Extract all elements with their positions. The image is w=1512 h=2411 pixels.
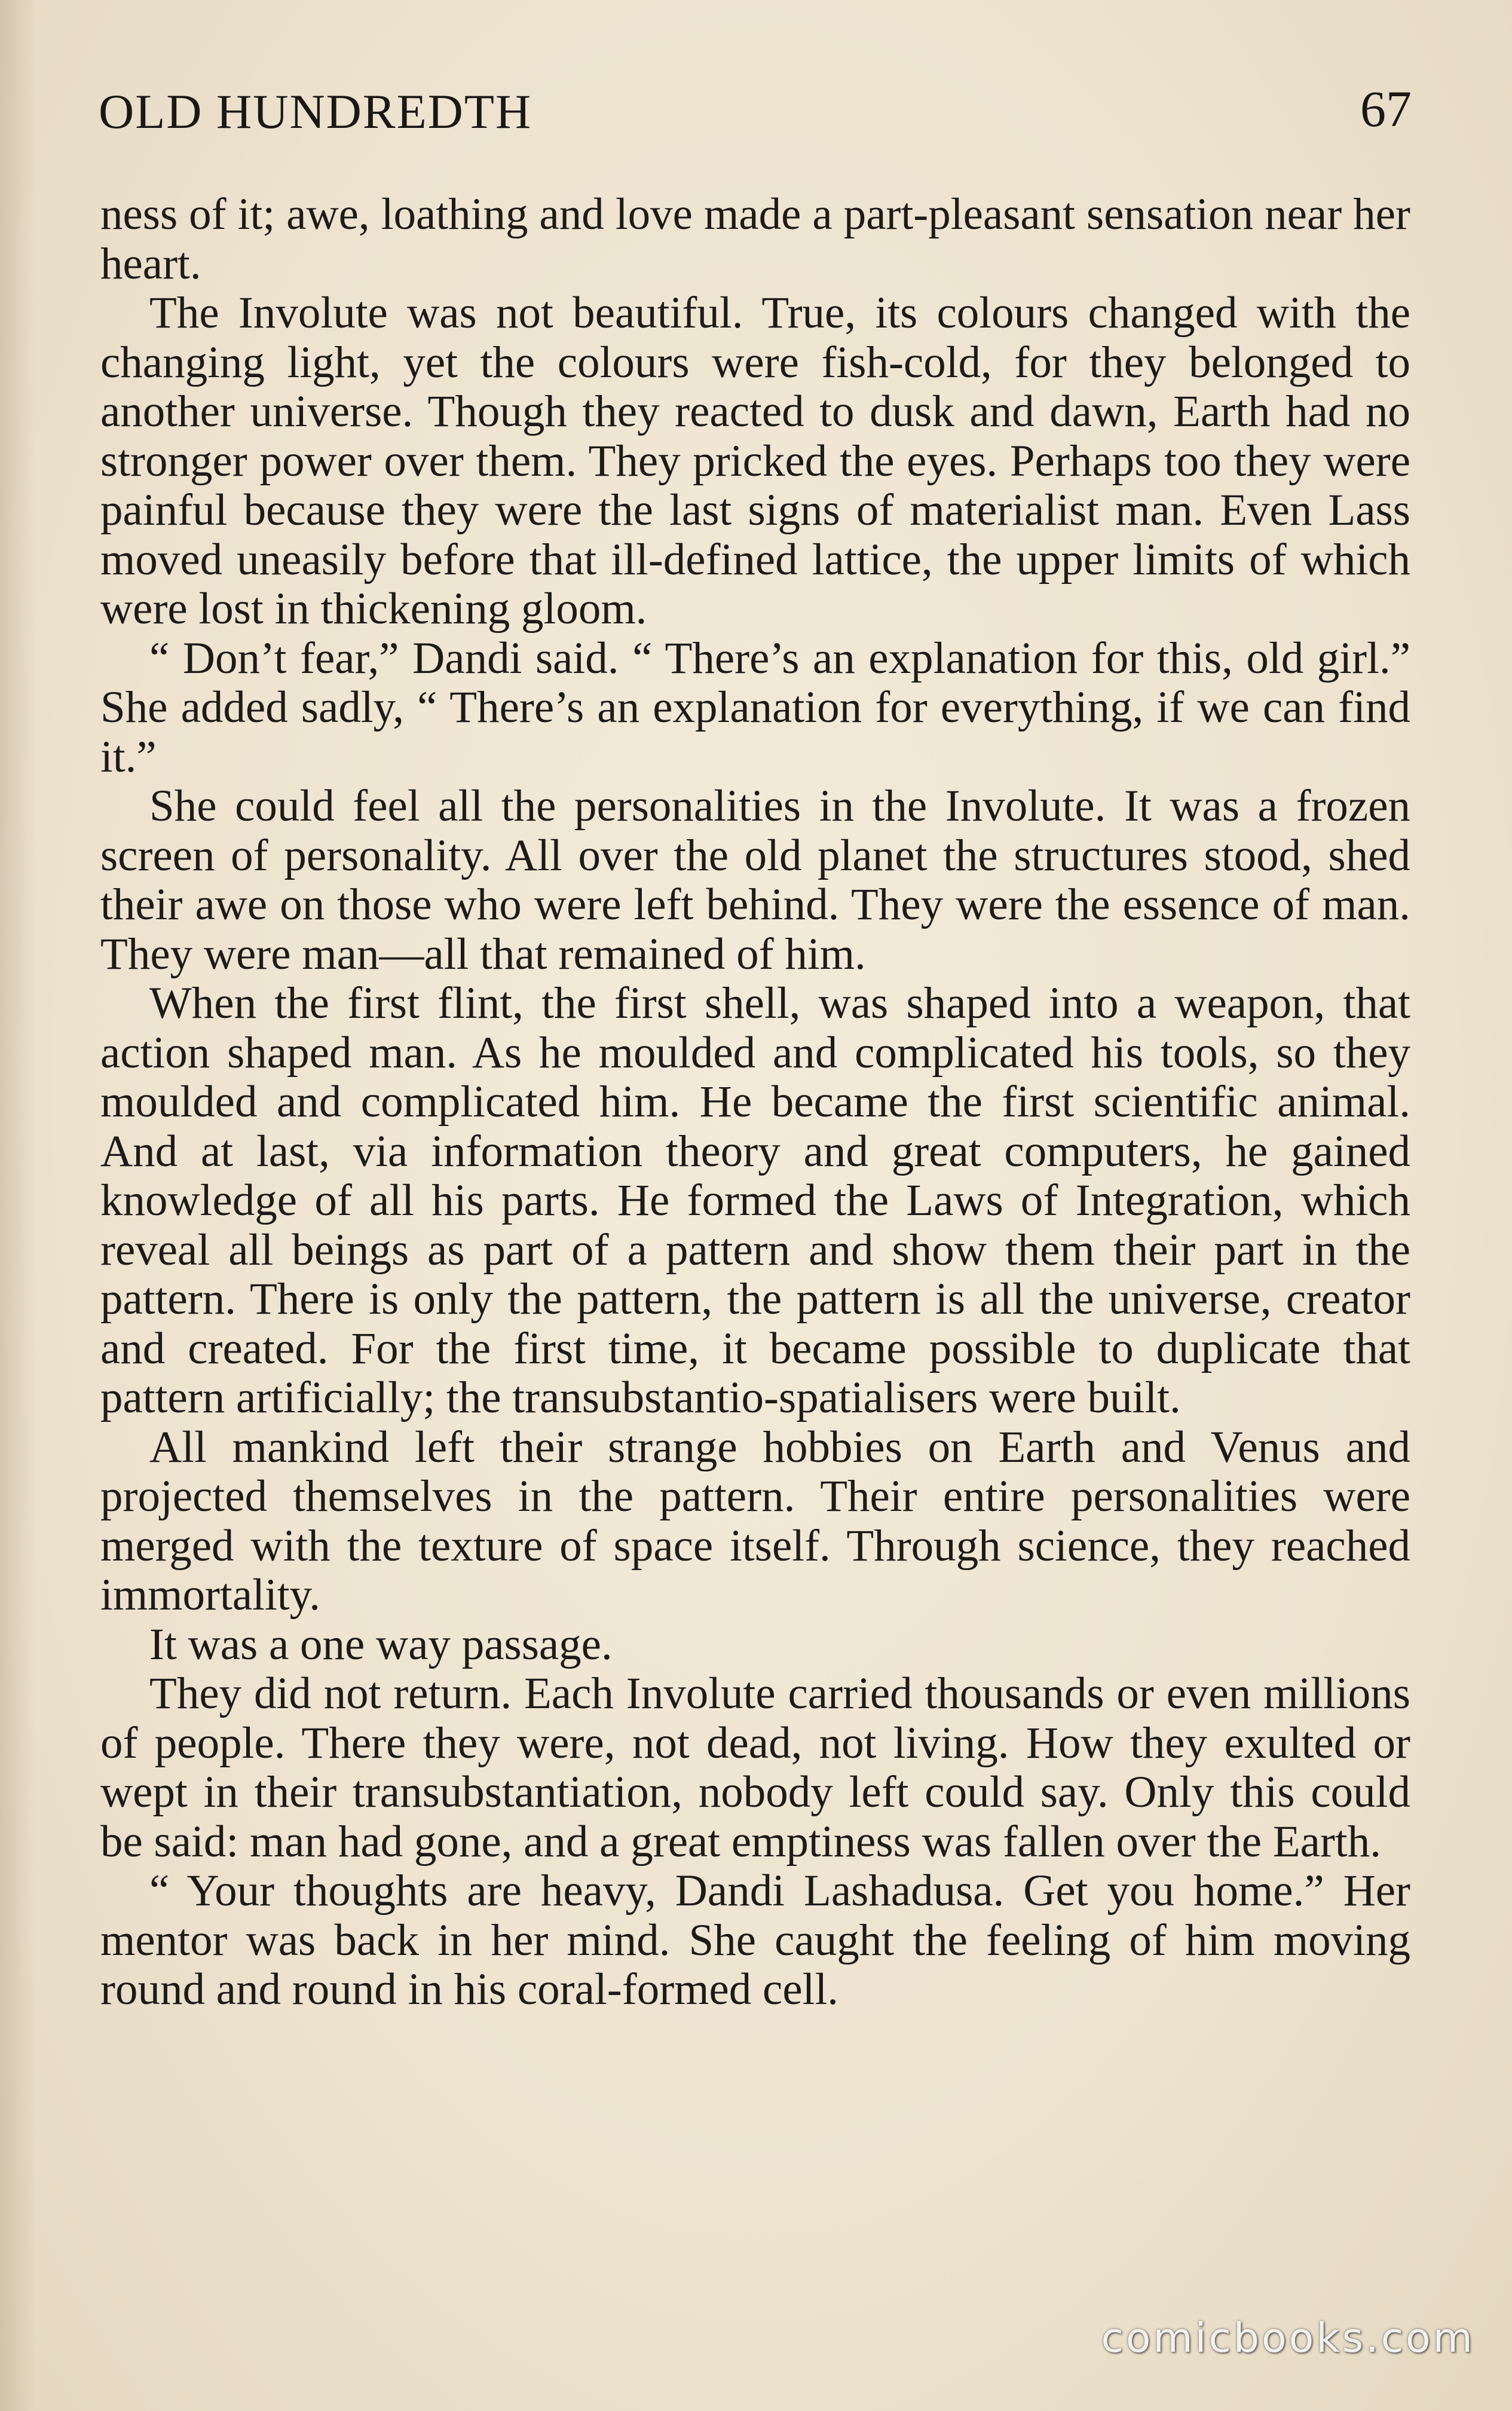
paragraph-9: “ Your thoughts are heavy, Dandi Lashadusa. Get you home.” Her mentor was back in her mind. She caught the feeling of him moving round and round in his coral-formed cell. — [100, 1866, 1410, 2014]
body-text — [100, 190, 1410, 2015]
paragraph-4: She could feel all the personalities in the Involute. It was a frozen screen of personality. All over the old planet the structures stood, shed their awe on those who were left behind. They were the essence of man. They were man—all that remained of him. — [100, 781, 1410, 979]
paragraph-6: All mankind left their strange hobbies on Earth and Venus and projected themselves in the pattern. Their entire personalities were merged with the texture of space itself. Through science, they reached immortality. — [100, 1422, 1410, 1620]
page-number: 67 — [1360, 80, 1412, 137]
paragraph-7: It was a one way passage. — [149, 1619, 613, 1669]
watermark: comicbooks.com — [1101, 2315, 1475, 2362]
page-edge-shadow — [0, 0, 36, 2411]
running-title: OLD HUNDREDTH — [99, 84, 532, 139]
paragraph-3: “ Don’t fear,” Dandi said. “ There’s an explanation for this, old girl.” She added sadly, “ There’s an explanation for everything, if we can find it.” — [100, 633, 1410, 782]
paragraph-1: ness of it; awe, loathing and love made a part-pleasant sensation near her heart. — [100, 189, 1410, 289]
paragraph-8: They did not return. Each Involute carried thousands or even millions of people. There they were, not dead, not living. How they exulted or wept in their transubstantiation, nobody left could say. Only this could be said: man had gone, and a great emptiness was fallen over the Earth. — [100, 1669, 1410, 1867]
paragraph-5: When the first flint, the first shell, was shaped into a weapon, that action shaped man. As he moulded and complicated his tools, so they moulded and complicated him. He became the first scientific animal. And at last, via information theory and great computers, he gained knowledge of all his parts. He formed the Laws of Integration, which reveal all beings as part of a pattern and show them their part in the pattern. There is only the pattern, the pattern is all the universe, creator and created. For the first time, it became possible to duplicate that pattern artificially; the transubstantio-spatialisers were built. — [100, 978, 1410, 1422]
paragraph-2: The Involute was not beautiful. True, its colours changed with the changing light, yet the colours were fish-cold, for they belonged to another universe. Though they reacted to dusk and dawn, Earth had no stronger power over them. They pricked the eyes. Perhaps too they were painful because they were the last signs of materialist man. Even Lass moved uneasily before that ill-defined lattice, the upper limits of which were lost in thickening gloom. — [100, 288, 1410, 634]
